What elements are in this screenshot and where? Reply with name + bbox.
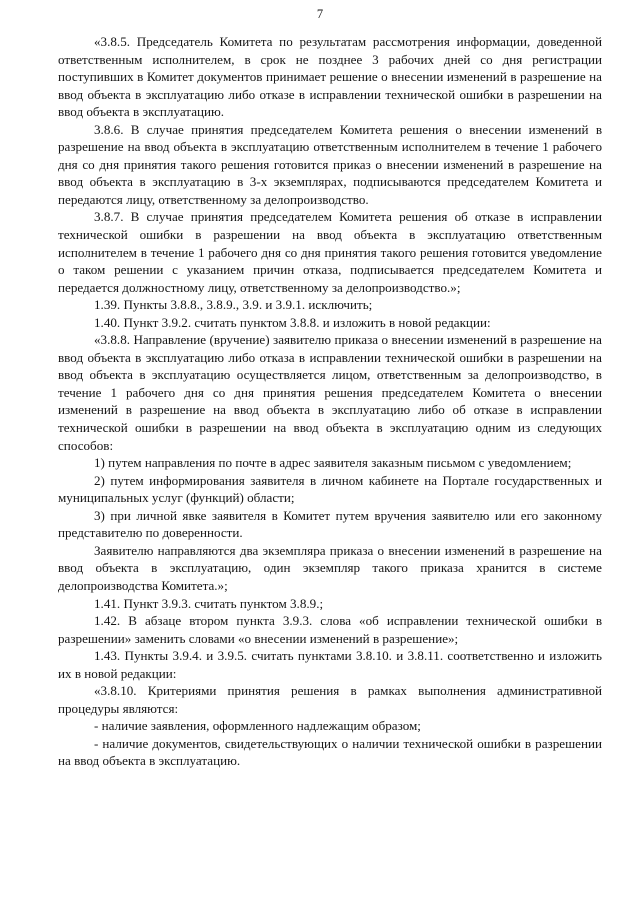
paragraph-3-8-6: 3.8.6. В случае принятия председателем Комитета решения о внесении изменений в разрешение на ввод объекта в эксплуатацию ответственным исполнителем в течение 1 рабочего дня со дня принятия такого решения готовится приказ о внесении изменений в разрешение на ввод объекта в эксплуатацию в 3-х экземплярах, подписываются председателем Комитета и передаются лицу, ответственному за делопроизводство.: [58, 121, 602, 207]
paragraph-copies: Заявителю направляются два экземпляра приказа о внесении изменений в разрешение на ввод объекта в эксплуатацию, один экземпляр такого приказа хранится в системе делопроизводства Комитета.»;: [58, 542, 602, 593]
page-number: 7: [316, 7, 324, 21]
list-item-mail: 1) путем направления по почте в адрес заявителя заказным письмом с уведомлением;: [94, 455, 572, 471]
document-body: [58, 33, 602, 770]
paragraph-1-39: 1.39. Пункты 3.8.8., 3.8.9., 3.9. и 3.9.1. исключить;: [94, 297, 373, 313]
paragraph-3-8-10: «3.8.10. Критериями принятия решения в рамках выполнения административной процедуры являются:: [58, 683, 602, 716]
criteria-item-application: - наличие заявления, оформленного надлежащим образом;: [94, 718, 421, 734]
paragraph-3-8-7: 3.8.7. В случае принятия председателем Комитета решения об отказе в исправлении технической ошибки в разрешении на ввод объекта в эксплуатацию ответственным исполнителем в течение 1 рабочего дня со дня принятия такого решения готовится уведомление о таком решении с указанием причин отказа, подписывается председателем Комитета и передается должностному лицу, ответственному за делопроизводство.»;: [58, 209, 602, 295]
paragraph-3-8-8: «3.8.8. Направление (вручение) заявителю приказа о внесении изменений в разрешение на ввод объекта в эксплуатацию либо отказа в исправлении технической ошибки в разрешении на ввод объекта в эксплуатацию осуществляется лицом, ответственным за делопроизводство, в течение 1 рабочего дня со дня принятия решения председателем Комитета о внесении изменений в разрешение на ввод объекта в эксплуатацию либо об отказе в исправлении технической ошибки в разрешении на ввод объекта в эксплуатацию одним из следующих способов:: [58, 332, 602, 453]
paragraph-1-40: 1.40. Пункт 3.9.2. считать пунктом 3.8.8. и изложить в новой редакции:: [94, 314, 491, 330]
criteria-item-documents: - наличие документов, свидетельствующих о наличии технической ошибки в разрешении на ввод объекта в эксплуатацию.: [58, 735, 602, 769]
paragraph-3-8-5: «3.8.5. Председатель Комитета по результатам рассмотрения информации, доведенной ответственным исполнителем, в срок не позднее 3 рабочих дней со дня регистрации поступивших в Комитет документов принимает решение о внесении изменений в разрешение на ввод объекта в эксплуатацию либо отказе в исправлении технической ошибки в разрешении на ввод объекта в эксплуатацию.: [58, 34, 602, 120]
paragraph-1-41: 1.41. Пункт 3.9.3. считать пунктом 3.8.9.;: [94, 595, 324, 611]
paragraph-1-43: 1.43. Пункты 3.9.4. и 3.9.5. считать пунктами 3.8.10. и 3.8.11. соответственно и изложить их в новой редакции:: [58, 648, 602, 681]
list-item-in-person: 3) при личной явке заявителя в Комитет путем вручения заявителю или его законному представителю по доверенности.: [58, 507, 602, 541]
list-item-portal: 2) путем информирования заявителя в личном кабинете на Портале государственных и муниципальных услуг (функций) области;: [58, 472, 602, 506]
paragraph-1-42: 1.42. В абзаце втором пункта 3.9.3. слова «об исправлении технической ошибки в разрешении» заменить словами «о внесении изменений в разрешение»;: [58, 613, 602, 646]
